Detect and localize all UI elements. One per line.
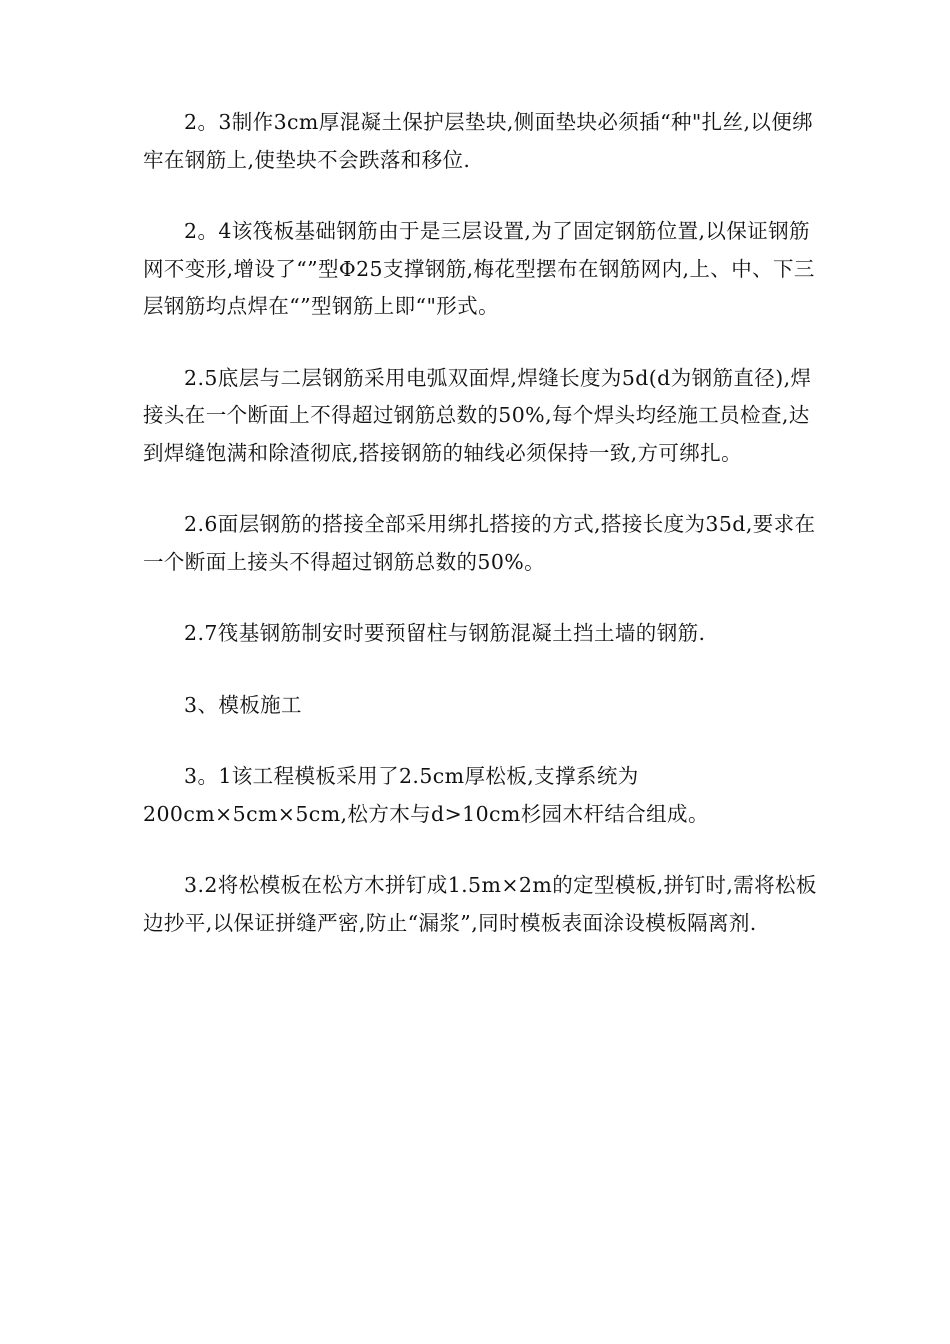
document-page (143, 104, 823, 976)
paragraph-2-7: 2.7筏基钢筋制安时要预留柱与钢筋混凝土挡土墙的钢筋. (184, 621, 706, 645)
paragraph-3-2: 3.2将松模板在松方木拼钉成1.5m×2m的定型模板,拼钉时,需将松板边抄平,以保证拼缝严密,防止“漏浆”,同时模板表面涂设模板隔离剂. (143, 873, 817, 935)
paragraph-2-3: 2。3制作3cm厚混凝土保护层垫块,侧面垫块必须插“种"扎丝,以便绑牢在钢筋上,使垫块不会跌落和移位. (143, 110, 814, 172)
section-heading-formwork: 3、模板施工 (184, 692, 302, 717)
paragraph-3-1: 3。1该工程模板采用了2.5cm厚松板,支撑系统为 200cm×5cm×5cm,松方木与d>10cm杉园木杆结合组成。 (143, 764, 709, 826)
paragraph-2-6: 2.6面层钢筋的搭接全部采用绑扎搭接的方式,搭接长度为35d,要求在一个断面上接头不得超过钢筋总数的50%。 (143, 512, 816, 574)
paragraph-2-4: 2。4该筏板基础钢筋由于是三层设置,为了固定钢筋位置,以保证钢筋网不变形,增设了“”型Φ25支撑钢筋,梅花型摆布在钢筋网内,上、中、下三层钢筋均点焊在“”型钢筋上即“"形式。 (143, 219, 815, 318)
paragraph-2-5: 2.5底层与二层钢筋采用电弧双面焊,焊缝长度为5d(d为钢筋直径),焊接头在一个断面上不得超过钢筋总数的50%,每个焊头均经施工员检查,达到焊缝饱满和除渣彻底,搭接钢筋的轴线必须保持一致,方可绑扎。 (143, 365, 812, 465)
